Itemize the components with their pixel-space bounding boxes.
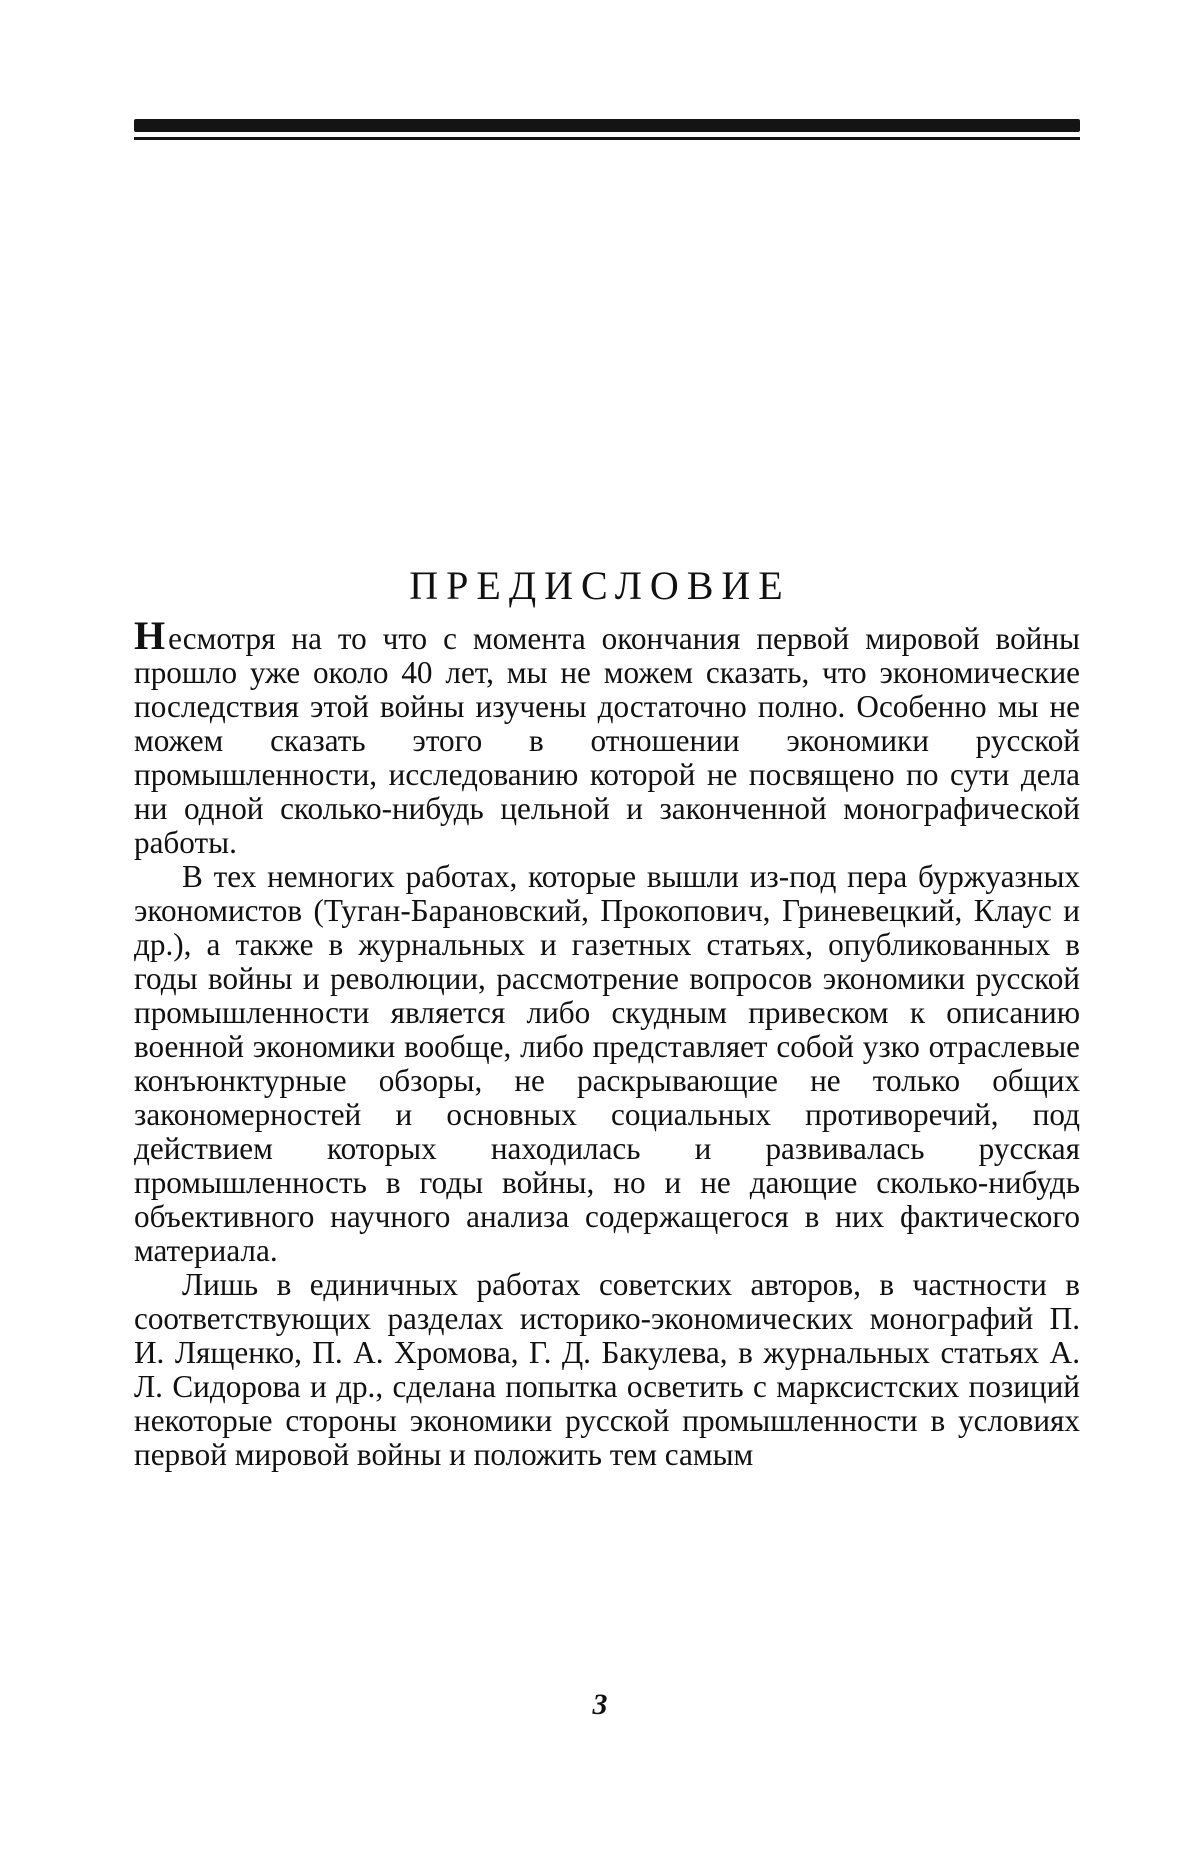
- body-text: [134, 613, 1080, 1472]
- page-title: ПРЕДИСЛОВИЕ: [409, 563, 791, 608]
- header-rule-thin: [134, 137, 1080, 140]
- paragraph-3: Лишь в единичных работах советских авторов, в частности в соответствующих разделах историко-экономических монографий П. И. Лященко, П. А. Хромова, Г. Д. Бакулева, в журнальных статьях А. Л. Сидорова и др., сделана попытка осветить с марксистских позиций некоторые стороны экономики русской промышленности в условиях первой мировой войны и положить тем самым: [134, 1267, 1080, 1472]
- drop-cap: Н: [134, 613, 166, 658]
- paragraph-2: В тех немногих работах, которые вышли из-под пера буржуазных экономистов (Туган-Барановский, Прокопович, Гриневецкий, Клаус и др.), а также в журнальных и газетных статьях, опубликованных в годы войны и революции, рассмотрение вопросов экономики русской промышленности является либо скудным привеском к описанию военной экономики вообще, либо представляет собой узко отраслевые конъюнктурные обзоры, не раскрывающие не только общих закономерностей и основных социальных противоречий, под действием которых находилась и развивалась русская промышленность в годы войны, но и не дающие сколько-нибудь объективного научного анализа содержащегося в них фактического материала.: [134, 859, 1080, 1268]
- header-rule-thick: [134, 119, 1080, 132]
- paragraph-1: [134, 613, 1080, 860]
- paragraph-1-text: есмотря на то что с момента окончания первой мировой войны прошло уже около 40 лет, мы не можем сказать, что экономические последствия этой войны изучены достаточно полно. Особенно мы не можем сказать этого в отношении экономики русской промышленности, исследованию которой не посвящено по сути дела ни одной сколько-нибудь цельной и законченной монографической работы.: [134, 621, 1080, 860]
- page-number: 3: [592, 1688, 608, 1721]
